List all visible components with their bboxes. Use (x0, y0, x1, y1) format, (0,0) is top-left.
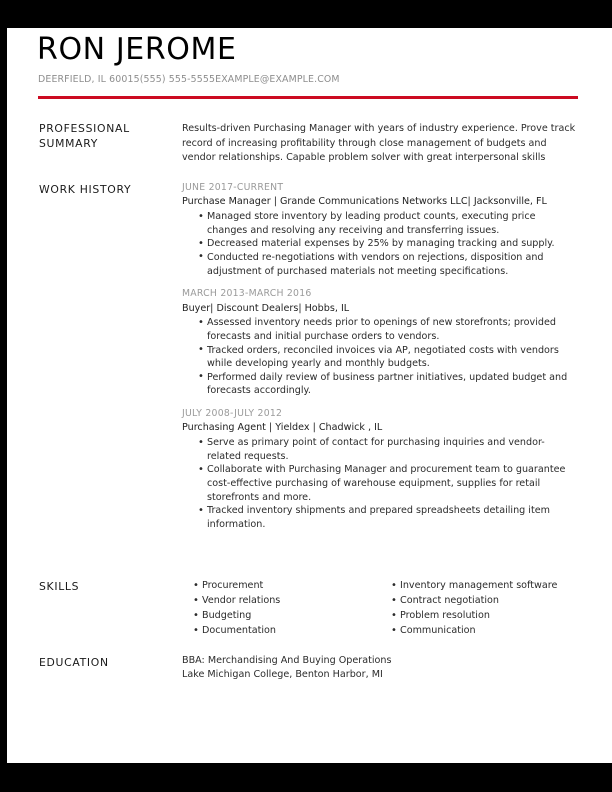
job-bullet: • Conducted re-negotiations with vendors on rejections, disposition and adjustment of purchased materials not meeting specifications. (198, 251, 578, 278)
contact-location: DEERFIELD, IL 60015 (38, 74, 140, 85)
section-label-work-history (39, 183, 179, 198)
job-dates: JUNE 2017-CURRENT (182, 182, 284, 193)
summary-label-line-2: SUMMARY (39, 136, 99, 150)
skill-item: • Inventory management software (391, 578, 578, 593)
skills-list-right (380, 578, 578, 638)
summary-text: Results-driven Purchasing Manager with years of industry experience. Prove track record of increasing profitability through close management of budgets and vendor relationships. Capable problem solver with great interpersonal skills (182, 123, 576, 164)
contact-line (38, 74, 340, 85)
skill-item: • Documentation (193, 623, 380, 638)
job-bullet: • Decreased material expenses by 25% by managing tracking and supply. (198, 237, 578, 251)
job-bullet: • Tracked inventory shipments and prepared spreadsheets detailing item information. (198, 504, 578, 531)
skill-item: • Budgeting (193, 608, 380, 623)
skill-item: • Problem resolution (391, 608, 578, 623)
job-entry (182, 407, 578, 531)
header-accent-rule (38, 96, 578, 99)
skills-list-left (182, 578, 380, 638)
job-title-line: Purchasing Agent | Yieldex | Chadwick , IL (182, 422, 383, 434)
job-spacer (182, 398, 578, 407)
skills-columns (182, 578, 578, 638)
job-bullet: • Managed store inventory by leading product counts, executing price changes and resolving any receiving and transferring issues. (198, 210, 578, 237)
job-bullet: • Tracked orders, reconciled invoices via AP, negotiated costs with vendors while developing yearly and monthly budgets. (198, 344, 578, 371)
job-spacer (182, 278, 578, 287)
education-degree: BBA: Merchandising And Buying Operations (182, 655, 392, 666)
job-bullet: • Assessed inventory needs prior to openings of new storefronts; provided forecasts and initial purchase orders to vendors. (198, 316, 578, 343)
candidate-name: RON JEROME (37, 32, 237, 67)
section-label-skills (39, 580, 179, 595)
page-top-black-bar (3, 0, 612, 28)
skill-item: • Vendor relations (193, 593, 380, 608)
job-bullet: • Serve as primary point of contact for purchasing inquiries and vendor-related requests. (198, 436, 578, 463)
section-body-education (182, 654, 578, 683)
job-dates: JULY 2008-JULY 2012 (182, 407, 283, 419)
section-body-skills (182, 578, 578, 638)
job-title-line: Buyer| Discount Dealers| Hobbs, IL (182, 302, 350, 314)
work-history-label: WORK HISTORY (39, 183, 132, 196)
resume-content (3, 28, 612, 763)
skill-item: • Procurement (193, 578, 380, 593)
page-bottom-black-bar (3, 763, 612, 792)
section-label-summary (39, 122, 179, 151)
contact-email: EXAMPLE@EXAMPLE.COM (215, 74, 340, 85)
job-bullet-list (182, 436, 578, 531)
job-dates: MARCH 2013-MARCH 2016 (182, 288, 312, 300)
job-bullet-list (182, 210, 578, 278)
skills-column-right (380, 578, 578, 638)
job-bullet-list (182, 316, 578, 398)
education-school: Lake Michigan College, Benton Harbor, MI (182, 669, 383, 681)
section-label-education (39, 656, 179, 671)
skills-column-left (182, 578, 380, 638)
summary-label-line-1: PROFESSIONAL (39, 122, 130, 135)
skills-label: SKILLS (39, 580, 80, 593)
job-bullet: • Collaborate with Purchasing Manager and procurement team to guarantee cost-effective purchasing of warehouse equipment, supplies for retail storefronts and more. (198, 463, 578, 504)
education-label: EDUCATION (39, 656, 109, 669)
job-entry (182, 181, 578, 278)
job-entry (182, 287, 578, 398)
section-body-work-history (182, 181, 578, 531)
job-title-line: Purchase Manager | Grande Communications Networks LLC| Jacksonville, FL (182, 196, 547, 208)
skill-item: • Communication (391, 623, 578, 638)
job-bullet: • Performed daily review of business partner initiatives, updated budget and forecasts accordingly. (198, 371, 578, 398)
skill-item: • Contract negotiation (391, 593, 578, 608)
section-body-summary (182, 122, 578, 166)
contact-phone: (555) 555-5555 (139, 74, 216, 85)
